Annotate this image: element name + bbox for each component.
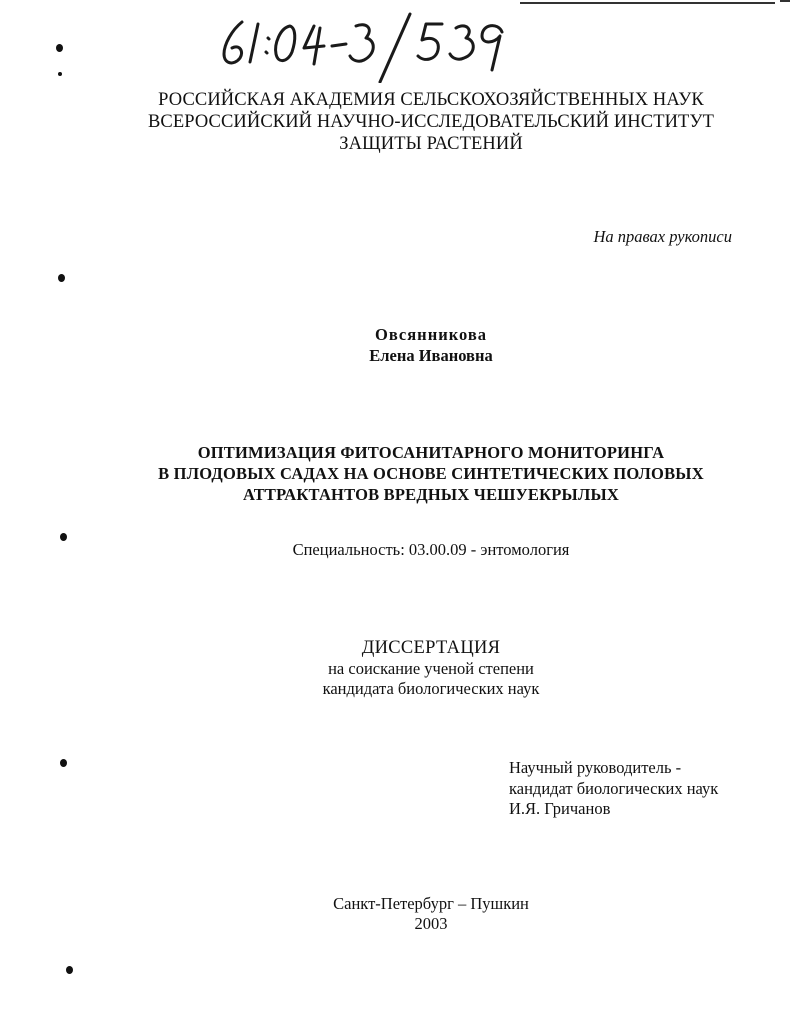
institution-line: ВСЕРОССИЙСКИЙ НАУЧНО-ИССЛЕДОВАТЕЛЬСКИЙ ИНСТИТУТ [147,112,715,132]
institution-header [0,89,798,155]
place-and-year [0,894,798,934]
supervisor-role: Научный руководитель - [509,758,682,777]
document-kind: ДИССЕРТАЦИЯ [361,638,501,658]
degree-line: кандидата биологических наук [322,679,540,698]
top-rule-short [780,0,790,2]
institution-line: РОССИЙСКАЯ АКАДЕМИЯ СЕЛЬСКОХОЗЯЙСТВЕННЫХ НАУК [158,90,704,110]
binder-hole-mark [58,274,65,282]
binder-hole-mark [58,72,62,76]
author-given-names: Елена Ивановна [369,346,493,365]
specialty: Специальность: 03.00.09 - энтомология [292,540,570,559]
city: Санкт-Петербург – Пушкин [333,894,529,913]
top-rule [520,2,775,4]
binder-hole-mark [56,44,63,52]
dissertation-title [0,442,798,505]
manuscript-note: На правах рукописи [593,227,732,246]
binder-hole-mark [60,759,67,767]
supervisor-degree: кандидат биологических наук [509,778,719,798]
supervisor-block [509,758,718,820]
institution-line: ЗАЩИТЫ РАСТЕНИЙ [339,134,523,154]
title-line: В ПЛОДОВЫХ САДАХ НА ОСНОВЕ СИНТЕТИЧЕСКИХ ПОЛОВЫХ [158,464,704,483]
author-surname: Овсянникова [374,325,487,344]
degree-line: на соискание ученой степени [328,659,534,678]
binder-hole-mark [66,966,73,974]
title-line: АТТРАКТАНТОВ ВРЕДНЫХ ЧЕШУЕКРЫЛЫХ [243,485,619,504]
title-line: ОПТИМИЗАЦИЯ ФИТОСАНИТАРНОГО МОНИТОРИНГА [197,443,665,462]
author-block [0,324,798,366]
degree-block [0,637,798,699]
supervisor-name: И.Я. Гричанов [509,799,611,818]
archive-handwritten-mark [210,8,520,83]
year: 2003 [414,914,448,933]
